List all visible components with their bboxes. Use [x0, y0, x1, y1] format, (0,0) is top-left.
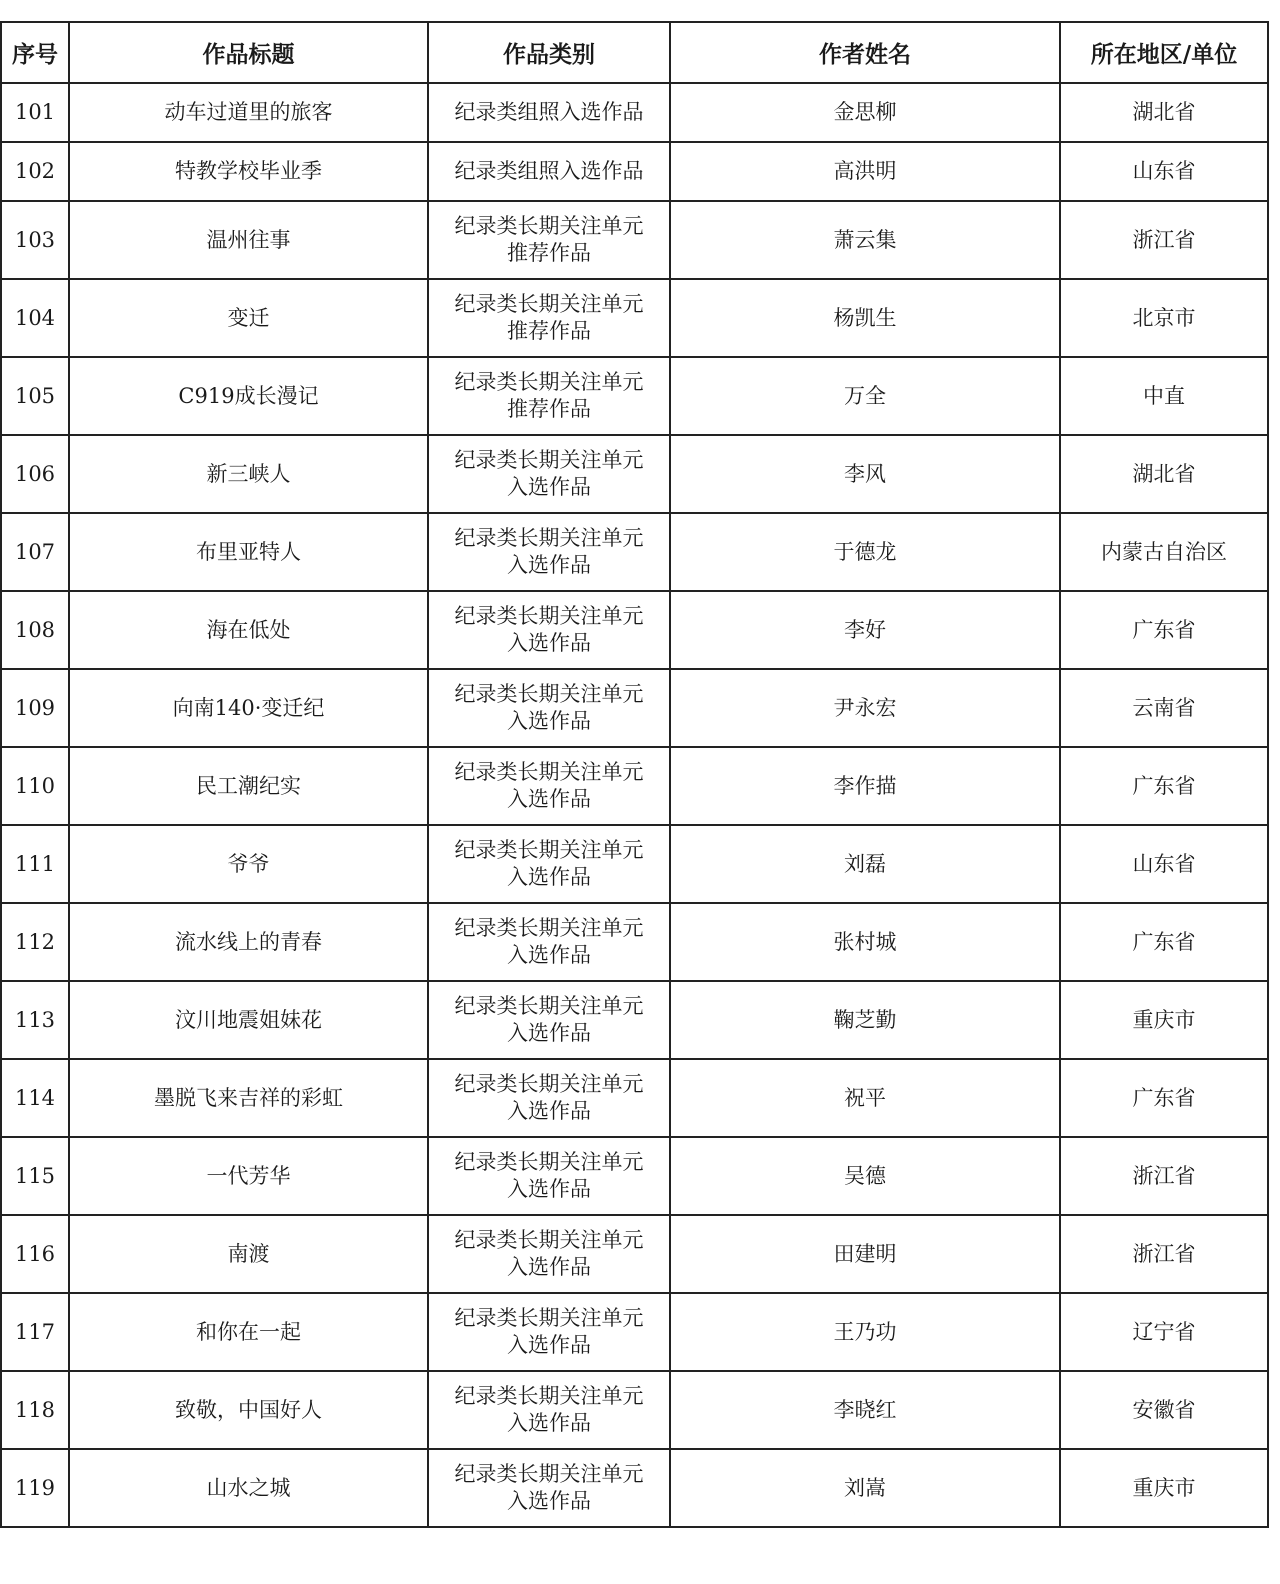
- category-line: 纪录类长期关注单元: [454, 760, 644, 784]
- table-row: [1, 1449, 1268, 1527]
- table-row: [1, 1215, 1268, 1293]
- region-cell: 山东省: [1060, 142, 1268, 201]
- serial-number-cell: 104: [1, 279, 69, 357]
- work-title-cell: 特教学校毕业季: [69, 142, 428, 201]
- serial-number-cell: 115: [1, 1137, 69, 1215]
- category-line: 纪录类长期关注单元: [454, 526, 644, 550]
- author-name-cell: 于德龙: [670, 513, 1060, 591]
- work-category-cell: [428, 1449, 670, 1527]
- region-cell: 重庆市: [1060, 1449, 1268, 1527]
- category-line: 纪录类长期关注单元: [454, 1462, 644, 1486]
- work-category-cell: [428, 1137, 670, 1215]
- region-cell: 广东省: [1060, 903, 1268, 981]
- header-serial-number: 序号: [1, 22, 69, 83]
- serial-number-cell: 112: [1, 903, 69, 981]
- category-line: 纪录类长期关注单元: [454, 1150, 644, 1174]
- author-name-cell: 鞠芝勤: [670, 981, 1060, 1059]
- category-line: 入选作品: [507, 865, 591, 889]
- category-line: 纪录类长期关注单元: [454, 604, 644, 628]
- header-region: 所在地区/单位: [1060, 22, 1268, 83]
- category-line: 纪录类长期关注单元: [454, 1072, 644, 1096]
- work-category-cell: [428, 825, 670, 903]
- region-cell: 安徽省: [1060, 1371, 1268, 1449]
- category-line: 入选作品: [507, 475, 591, 499]
- author-name-cell: 万全: [670, 357, 1060, 435]
- table-row: [1, 357, 1268, 435]
- table-row: [1, 981, 1268, 1059]
- work-category-cell: [428, 747, 670, 825]
- category-line: 推荐作品: [507, 397, 591, 421]
- work-category-cell: [428, 669, 670, 747]
- region-cell: 湖北省: [1060, 83, 1268, 142]
- author-name-cell: 高洪明: [670, 142, 1060, 201]
- work-title-cell: 致敬，中国好人: [69, 1371, 428, 1449]
- serial-number-cell: 108: [1, 591, 69, 669]
- category-line: 纪录类组照入选作品: [454, 100, 644, 124]
- table-row: [1, 1293, 1268, 1371]
- serial-number-cell: 107: [1, 513, 69, 591]
- category-line: 纪录类长期关注单元: [454, 994, 644, 1018]
- category-line: 入选作品: [507, 787, 591, 811]
- category-line: 纪录类长期关注单元: [454, 838, 644, 862]
- serial-number-cell: 116: [1, 1215, 69, 1293]
- region-cell: 湖北省: [1060, 435, 1268, 513]
- category-line: 入选作品: [507, 1099, 591, 1123]
- table-row: [1, 279, 1268, 357]
- region-cell: 辽宁省: [1060, 1293, 1268, 1371]
- work-title-cell: 海在低处: [69, 591, 428, 669]
- category-line: 入选作品: [507, 1177, 591, 1201]
- region-cell: 中直: [1060, 357, 1268, 435]
- table-row: [1, 1137, 1268, 1215]
- region-cell: 重庆市: [1060, 981, 1268, 1059]
- serial-number-cell: 109: [1, 669, 69, 747]
- header-row: [1, 22, 1268, 83]
- author-name-cell: 刘嵩: [670, 1449, 1060, 1527]
- serial-number-cell: 118: [1, 1371, 69, 1449]
- table-row: [1, 903, 1268, 981]
- category-line: 推荐作品: [507, 241, 591, 265]
- category-line: 推荐作品: [507, 319, 591, 343]
- category-line: 纪录类长期关注单元: [454, 1306, 644, 1330]
- region-cell: 广东省: [1060, 747, 1268, 825]
- category-line: 入选作品: [507, 631, 591, 655]
- category-line: 纪录类组照入选作品: [454, 159, 644, 183]
- category-line: 入选作品: [507, 1255, 591, 1279]
- author-name-cell: 李晓红: [670, 1371, 1060, 1449]
- serial-number-cell: 114: [1, 1059, 69, 1137]
- category-line: 纪录类长期关注单元: [454, 370, 644, 394]
- serial-number-cell: 117: [1, 1293, 69, 1371]
- work-category-cell: [428, 83, 670, 142]
- header-work-title: 作品标题: [69, 22, 428, 83]
- author-name-cell: 吴德: [670, 1137, 1060, 1215]
- serial-number-cell: 119: [1, 1449, 69, 1527]
- work-category-cell: [428, 201, 670, 279]
- region-cell: 内蒙古自治区: [1060, 513, 1268, 591]
- author-name-cell: 杨凯生: [670, 279, 1060, 357]
- author-name-cell: 尹永宏: [670, 669, 1060, 747]
- table-row: [1, 201, 1268, 279]
- region-cell: 山东省: [1060, 825, 1268, 903]
- region-cell: 浙江省: [1060, 1137, 1268, 1215]
- region-cell: 广东省: [1060, 1059, 1268, 1137]
- table-row: [1, 83, 1268, 142]
- serial-number-cell: 102: [1, 142, 69, 201]
- serial-number-cell: 101: [1, 83, 69, 142]
- works-table: [0, 21, 1269, 1528]
- region-cell: 广东省: [1060, 591, 1268, 669]
- work-title-cell: 汶川地震姐妹花: [69, 981, 428, 1059]
- region-cell: 北京市: [1060, 279, 1268, 357]
- work-title-cell: 新三峡人: [69, 435, 428, 513]
- author-name-cell: 祝平: [670, 1059, 1060, 1137]
- work-title-cell: 山水之城: [69, 1449, 428, 1527]
- category-line: 入选作品: [507, 1489, 591, 1513]
- serial-number-cell: 105: [1, 357, 69, 435]
- work-title-cell: 布里亚特人: [69, 513, 428, 591]
- table-row: [1, 747, 1268, 825]
- author-name-cell: 李风: [670, 435, 1060, 513]
- work-title-cell: 民工潮纪实: [69, 747, 428, 825]
- header-work-category: 作品类别: [428, 22, 670, 83]
- serial-number-cell: 110: [1, 747, 69, 825]
- header-author-name: 作者姓名: [670, 22, 1060, 83]
- category-line: 入选作品: [507, 553, 591, 577]
- work-category-cell: [428, 357, 670, 435]
- region-cell: 浙江省: [1060, 1215, 1268, 1293]
- serial-number-cell: 103: [1, 201, 69, 279]
- author-name-cell: 萧云集: [670, 201, 1060, 279]
- author-name-cell: 金思柳: [670, 83, 1060, 142]
- region-cell: 浙江省: [1060, 201, 1268, 279]
- table-row: [1, 1059, 1268, 1137]
- category-line: 纪录类长期关注单元: [454, 682, 644, 706]
- author-name-cell: 张村城: [670, 903, 1060, 981]
- author-name-cell: 王乃功: [670, 1293, 1060, 1371]
- table-row: [1, 591, 1268, 669]
- work-category-cell: [428, 903, 670, 981]
- work-title-cell: 动车过道里的旅客: [69, 83, 428, 142]
- category-line: 入选作品: [507, 943, 591, 967]
- work-title-cell: 南渡: [69, 1215, 428, 1293]
- work-category-cell: [428, 1371, 670, 1449]
- serial-number-cell: 111: [1, 825, 69, 903]
- table-row: [1, 435, 1268, 513]
- serial-number-cell: 106: [1, 435, 69, 513]
- table-row: [1, 142, 1268, 201]
- author-name-cell: 李好: [670, 591, 1060, 669]
- work-category-cell: [428, 1293, 670, 1371]
- work-title-cell: 和你在一起: [69, 1293, 428, 1371]
- work-category-cell: [428, 279, 670, 357]
- work-category-cell: [428, 1215, 670, 1293]
- category-line: 纪录类长期关注单元: [454, 214, 644, 238]
- serial-number-cell: 113: [1, 981, 69, 1059]
- work-title-cell: 向南140·变迁纪: [69, 669, 428, 747]
- work-title-cell: 一代芳华: [69, 1137, 428, 1215]
- table-row: [1, 669, 1268, 747]
- table-body: [1, 83, 1268, 1527]
- region-cell: 云南省: [1060, 669, 1268, 747]
- author-name-cell: 田建明: [670, 1215, 1060, 1293]
- work-category-cell: [428, 142, 670, 201]
- table-row: [1, 825, 1268, 903]
- author-name-cell: 李作描: [670, 747, 1060, 825]
- category-line: 纪录类长期关注单元: [454, 292, 644, 316]
- work-title-cell: 温州往事: [69, 201, 428, 279]
- work-title-cell: 墨脱飞来吉祥的彩虹: [69, 1059, 428, 1137]
- category-line: 入选作品: [507, 709, 591, 733]
- category-line: 入选作品: [507, 1021, 591, 1045]
- author-name-cell: 刘磊: [670, 825, 1060, 903]
- category-line: 入选作品: [507, 1411, 591, 1435]
- work-category-cell: [428, 435, 670, 513]
- work-title-cell: C919成长漫记: [69, 357, 428, 435]
- work-category-cell: [428, 1059, 670, 1137]
- work-title-cell: 变迁: [69, 279, 428, 357]
- category-line: 纪录类长期关注单元: [454, 1228, 644, 1252]
- table-row: [1, 513, 1268, 591]
- work-category-cell: [428, 591, 670, 669]
- category-line: 纪录类长期关注单元: [454, 448, 644, 472]
- work-category-cell: [428, 981, 670, 1059]
- category-line: 入选作品: [507, 1333, 591, 1357]
- category-line: 纪录类长期关注单元: [454, 916, 644, 940]
- table-row: [1, 1371, 1268, 1449]
- category-line: 纪录类长期关注单元: [454, 1384, 644, 1408]
- work-title-cell: 流水线上的青春: [69, 903, 428, 981]
- work-category-cell: [428, 513, 670, 591]
- work-title-cell: 爷爷: [69, 825, 428, 903]
